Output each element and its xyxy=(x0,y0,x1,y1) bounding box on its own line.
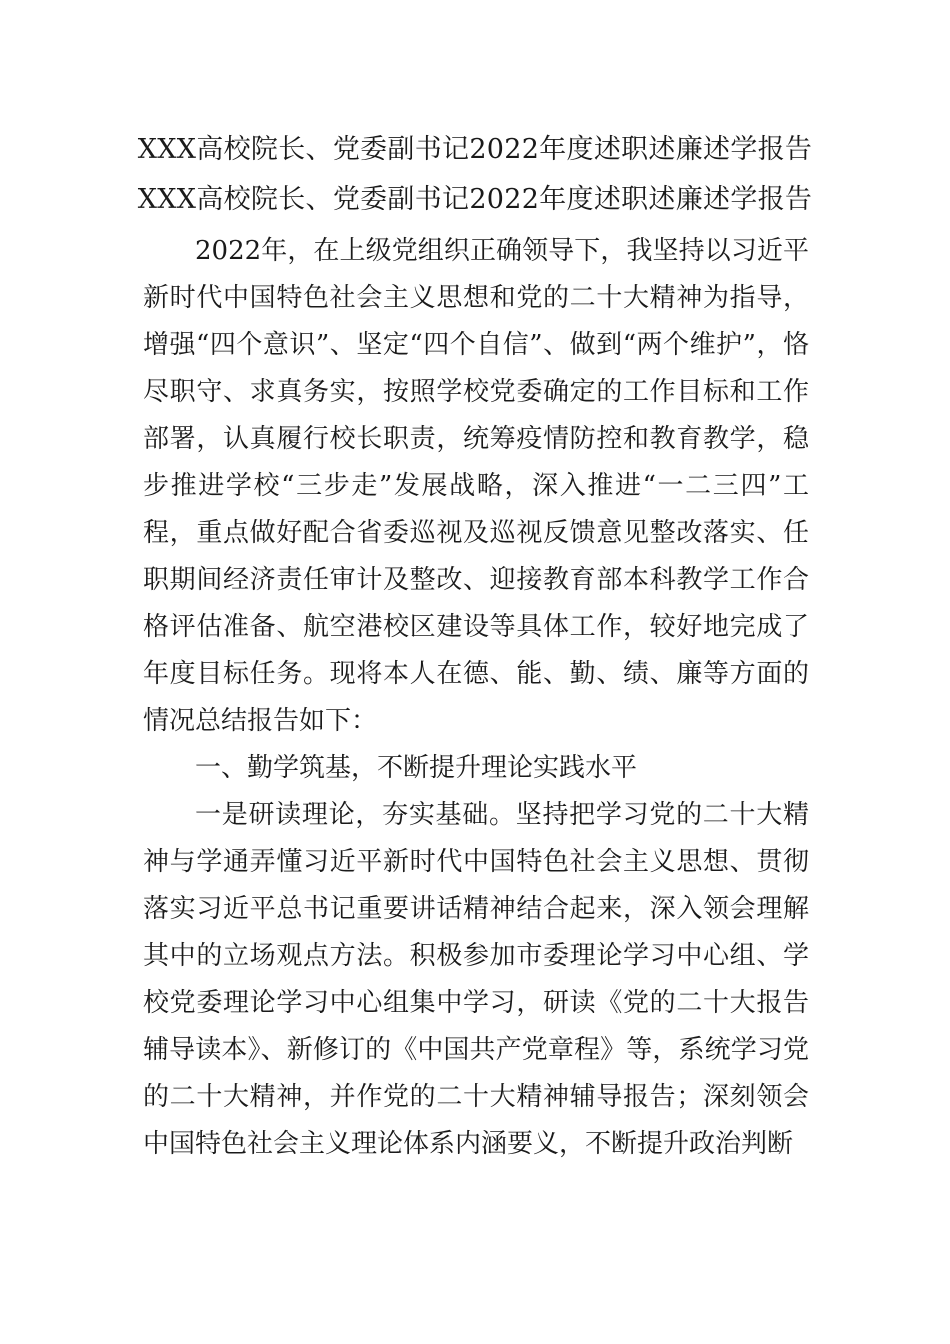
document-title-repeat: XXX高校院长、党委副书记2022年度述职述廉述学报告 xyxy=(137,184,813,215)
document-title: XXX高校院长、党委副书记2022年度述职述廉述学报告 xyxy=(137,134,813,165)
section-heading-1: 一、勤学筑基，不断提升理论实践水平 xyxy=(195,753,638,783)
paragraph-intro: 2022年，在上级党组织正确领导下，我坚持以习近平新时代中国特色社会主义思想和党的二十大精神为指导，增强“四个意识”、坚定“四个自信”、做到“两个维护”，恪尽职守、求真务实，按照学校党委确定的工作目标和工作部署，认真履行校长职责，统筹疫情防控和教育教学，稳步推进学校“三步走”发展战略，深入推进“一二三四”工程，重点做好配合省委巡视及巡视反馈意见整改落实、任职期间经济责任审计及整改、迎接教育部本科教学工作合格评估准备、航空港校区建设等具体工作，较好地完成了年度目标任务。现将本人在德、能、勤、绩、廉等方面的情况总结报告如下： xyxy=(143,236,809,736)
document-body xyxy=(143,228,809,1168)
paragraph-study-theory: 一是研读理论，夯实基础。坚持把学习党的二十大精神与学通弄懂习近平新时代中国特色社会主义思想、贯彻落实习近平总书记重要讲话精神结合起来，深入领会理解其中的立场观点方法。积极参加市委理论学习中心组、学校党委理论学习中心组集中学习，研读《党的二十大报告辅导读本》、新修订的《中国共产党章程》等，系统学习党的二十大精神，并作党的二十大精神辅导报告；深刻领会中国特色社会主义理论体系内涵要义，不断提升政治判断 xyxy=(143,800,809,1159)
